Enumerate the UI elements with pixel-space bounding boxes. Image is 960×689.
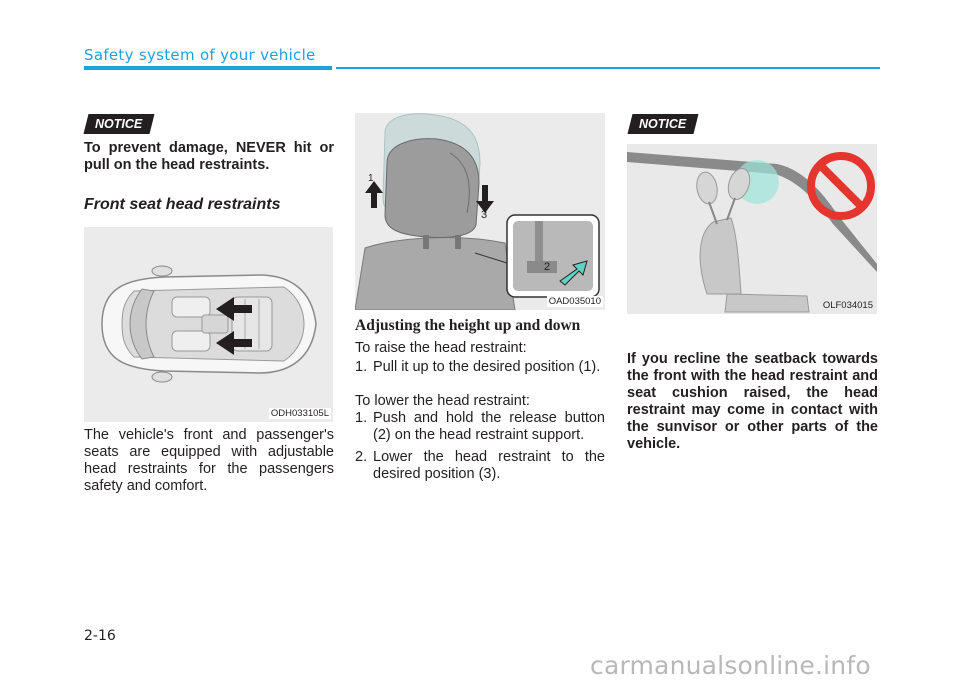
header-rule-thick [84,66,332,70]
body-text-left: The vehicle's front and passenger's seats are equipped with adjustable head restraints for the passengers safety and comfort. [84,427,334,494]
notice-label: NOTICE [639,117,687,131]
header-rule-thin [336,67,880,69]
heading-adjust-height: Adjusting the height up and down [355,317,581,334]
lower-intro: To lower the head restraint: [355,393,530,409]
head-restraint-illustration [355,113,605,310]
watermark: carmanualsonline.info [590,651,871,680]
list-item [355,449,605,483]
image-code-left: ODH033105L [270,408,329,419]
callout-1: 1 [368,173,374,184]
image-code-middle: OAD035010 [548,296,601,307]
list-item [355,359,605,376]
step-number: 1. [355,410,368,426]
head-restraint-figure [355,113,605,310]
step-text: Push and hold the release button (2) on the head restraint support. [373,410,605,443]
car-topview-figure [84,227,333,422]
car-topview-illustration [84,227,333,422]
section-title: Safety system of your vehicle [84,46,316,64]
callout-2: 2 [544,261,551,273]
page-number: 2-16 [84,628,116,644]
image-code-right: OLF034015 [822,300,873,311]
notice-label: NOTICE [95,117,143,131]
raise-steps [355,359,605,381]
notice-badge-right [628,114,699,134]
step-text: Lower the head restraint to the desired position (3). [373,449,605,482]
list-item [355,410,605,444]
lower-steps [355,410,605,488]
sunvisor-contact-illustration [627,144,877,314]
step-number: 1. [355,359,368,375]
step-number: 2. [355,449,368,465]
notice-text-right: If you recline the seatback towards the front with the head restraint and seat cushion raised, the head restraint may come in contact with the sunvisor or other parts of the vehicle. [627,351,878,452]
notice-badge-left [84,114,155,134]
step-text: Pull it up to the desired position (1). [373,359,601,375]
raise-intro: To raise the head restraint: [355,340,527,356]
sunvisor-contact-figure [627,144,877,314]
notice-text-left: To prevent damage, NEVER hit or pull on the head restraints. [84,140,334,173]
subheading-front-seat: Front seat head restraints [84,196,281,213]
callout-3: 3 [481,209,488,221]
